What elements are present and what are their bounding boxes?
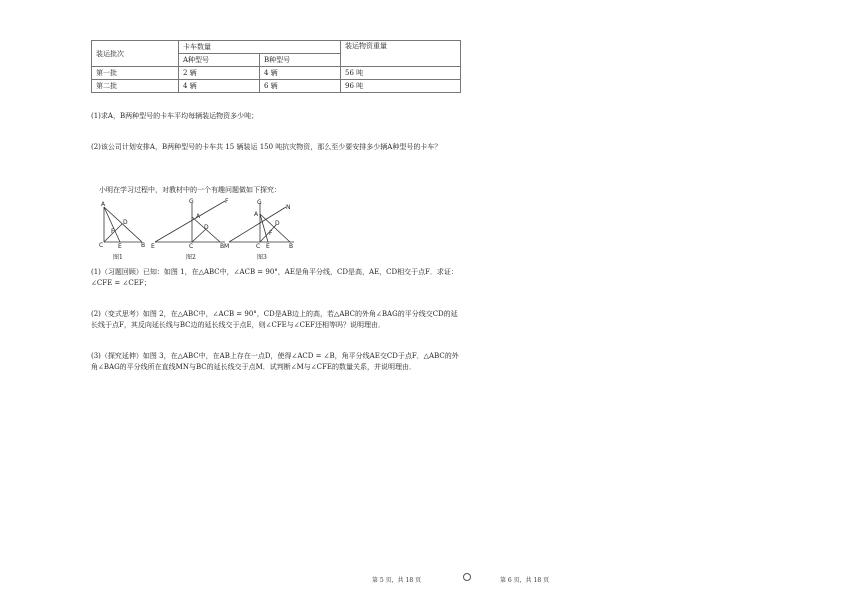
table-header-cell: 装运物资重量	[341, 41, 461, 67]
question-2: (2)该公司计划安排A，B两种型号的卡车共 15 辆装运 150 吨抗灾物资，那么至少要安排多少辆A种型号的卡车？	[91, 143, 442, 151]
svg-text:F: F	[269, 230, 273, 237]
svg-text:E: E	[118, 243, 122, 249]
svg-text:D: D	[204, 224, 209, 231]
table-header-cell: 装运批次	[92, 41, 179, 67]
svg-text:D: D	[123, 219, 128, 226]
load-table	[91, 40, 461, 93]
page-number-right: 第 6 页，共 18 页	[500, 577, 550, 584]
svg-text:B: B	[141, 242, 146, 249]
intro-text: 小明在学习过程中，对教材中的一个有趣问题做如下探究：	[99, 186, 281, 194]
svg-text:A: A	[196, 213, 201, 220]
figure-2	[150, 197, 230, 249]
page-number-left: 第 5 页，共 18 页	[372, 577, 422, 584]
table-cell: 第一批	[92, 67, 179, 80]
figure-3	[224, 197, 296, 249]
binding-hole-icon	[463, 573, 471, 581]
table-subheader-cell: A种型号	[179, 54, 260, 67]
svg-text:C: C	[189, 243, 194, 249]
figure-1	[98, 197, 148, 249]
svg-text:G: G	[257, 199, 262, 206]
problem-2: (2)（变式思考）如图 2，在△ABC中，∠ACB = 90°，CD是AB边上的高，若△ABC的外角∠BAG的平分线交CD的延长线于点F，其反向延长线与BC边的延长线交于点E，则∠CFE与∠CEF还相等吗？说明理由．	[91, 310, 458, 329]
svg-text:N: N	[286, 204, 291, 211]
table-cell: 96 吨	[341, 80, 461, 93]
table-cell: 2 辆	[179, 67, 260, 80]
svg-text:E: E	[151, 243, 155, 249]
svg-text:G: G	[189, 198, 194, 205]
svg-text:M: M	[224, 243, 230, 249]
figure-3-caption: 图3	[257, 254, 267, 261]
table-cell: 6 辆	[260, 80, 341, 93]
table-row	[92, 41, 461, 54]
table-cell: 4 辆	[179, 80, 260, 93]
svg-text:F: F	[225, 198, 229, 205]
problem-3: (3)（探究延伸）如图 3，在△ABC中，在AB上存在一点D，使得∠ACD = ∠B，角平分线AE交CD于点F．△ABC的外角∠BAG的平分线所在直线MN与BC的延长线交于点M．试判断∠M与∠CFE的数量关系，并说明理由．	[91, 352, 459, 371]
problem-1: (1)（习题回顾）已知：如图 1，在△ABC中，∠ACB = 90°，AE是角平分线，CD是高，AE，CD相交于点F．求证：∠CFE = ∠CEF；	[91, 268, 458, 287]
table-subheader-cell: B种型号	[260, 54, 341, 67]
table-cell: 第二批	[92, 80, 179, 93]
svg-text:E: E	[266, 243, 270, 249]
svg-text:A: A	[254, 211, 259, 218]
svg-text:B: B	[289, 243, 294, 249]
svg-text:F: F	[111, 228, 115, 235]
figure-2-caption: 图2	[186, 254, 196, 261]
svg-text:B: B	[220, 243, 225, 249]
table-cell: 4 辆	[260, 67, 341, 80]
svg-text:D: D	[275, 220, 280, 227]
table-row	[92, 80, 461, 93]
svg-text:A: A	[101, 201, 106, 208]
figure-1-caption: 图1	[113, 254, 123, 261]
question-1: (1)求A，B两种型号的卡车平均每辆装运物资多少吨；	[91, 112, 259, 120]
table-row	[92, 67, 461, 80]
svg-text:C: C	[99, 242, 104, 249]
table-header-cell: 卡车数量	[179, 41, 341, 54]
svg-text:C: C	[256, 243, 261, 249]
table-cell: 56 吨	[341, 67, 461, 80]
